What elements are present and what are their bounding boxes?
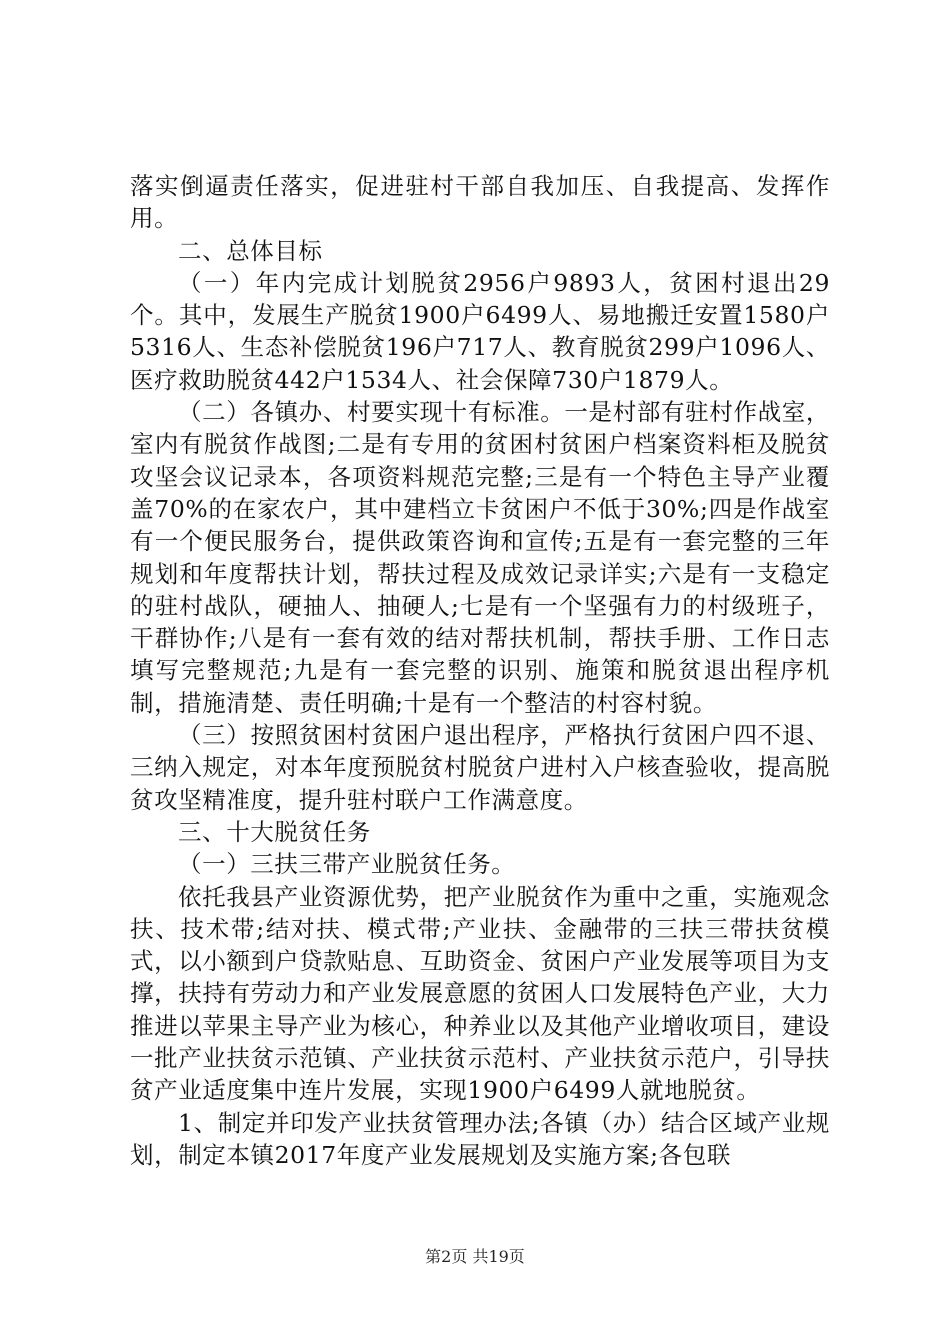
paragraph-task-1-item-1: 1、制定并印发产业扶贫管理办法;各镇（办）结合区域产业规划，制定本镇2017年度产业发展规划及实施方案;各包联 — [130, 1108, 830, 1169]
paragraph-continuation: 落实倒逼责任落实，促进驻村干部自我加压、自我提高、发挥作用。 — [130, 172, 830, 233]
document-body — [130, 170, 830, 1171]
paragraph-goal-3: （三）按照贫困村贫困户退出程序，严格执行贫困户四不退、三纳入规定，对本年度预脱贫村脱贫户进村入户核查验收，提高脱贫攻坚精准度，提升驻村联户工作满意度。 — [130, 721, 830, 814]
paragraph-goal-1: （一）年内完成计划脱贫2956户9893人，贫困村退出29个。其中，发展生产脱贫1900户6499人、易地搬迁安置1580户5316人、生态补偿脱贫196户717人、教育脱贫299户1096人、医疗救助脱贫442户1534人、社会保障730户1879人。 — [130, 268, 830, 394]
paragraph-task-1-body: 依托我县产业资源优势，把产业脱贫作为重中之重，实施观念扶、技术带;结对扶、模式带;产业扶、金融带的三扶三带扶贫模式，以小额到户贷款贴息、互助资金、贫困户产业发展等项目为支撑，扶持有劳动力和产业发展意愿的贫困人口发展特色产业，大力推进以苹果主导产业为核心，种养业以及其他产业增收项目，建设一批产业扶贫示范镇、产业扶贫示范村、产业扶贫示范户，引导扶贫产业适度集中连片发展，实现1900户6499人就地脱贫。 — [130, 882, 830, 1105]
section-heading-ten-tasks: 三、十大脱贫任务 — [178, 817, 371, 846]
section-heading-overall-goals: 二、总体目标 — [178, 236, 323, 265]
page-number-footer: 第2页 共19页 — [425, 1247, 525, 1266]
subheading-task-1: （一）三扶三带产业脱贫任务。 — [178, 850, 516, 879]
paragraph-goal-2: （二）各镇办、村要实现十有标准。一是村部有驻村作战室，室内有脱贫作战图;二是有专用的贫困村贫困户档案资料柜及脱贫攻坚会议记录本，各项资料规范完整;三是有一个特色主导产业覆盖70%的在家农户，其中建档立卡贫困户不低于30%;四是作战室有一个便民服务台，提供政策咨询和宣传;五是有一套完整的三年规划和年度帮扶计划，帮扶过程及成效记录详实;六是有一支稳定的驻村战队，硬抽人、抽硬人;七是有一个坚强有力的村级班子，干群协作;八是有一套有效的结对帮扶机制，帮扶手册、工作日志填写完整规范;九是有一套完整的识别、施策和脱贫退出程序机制，措施清楚、责任明确;十是有一个整洁的村容村貌。 — [130, 398, 830, 717]
